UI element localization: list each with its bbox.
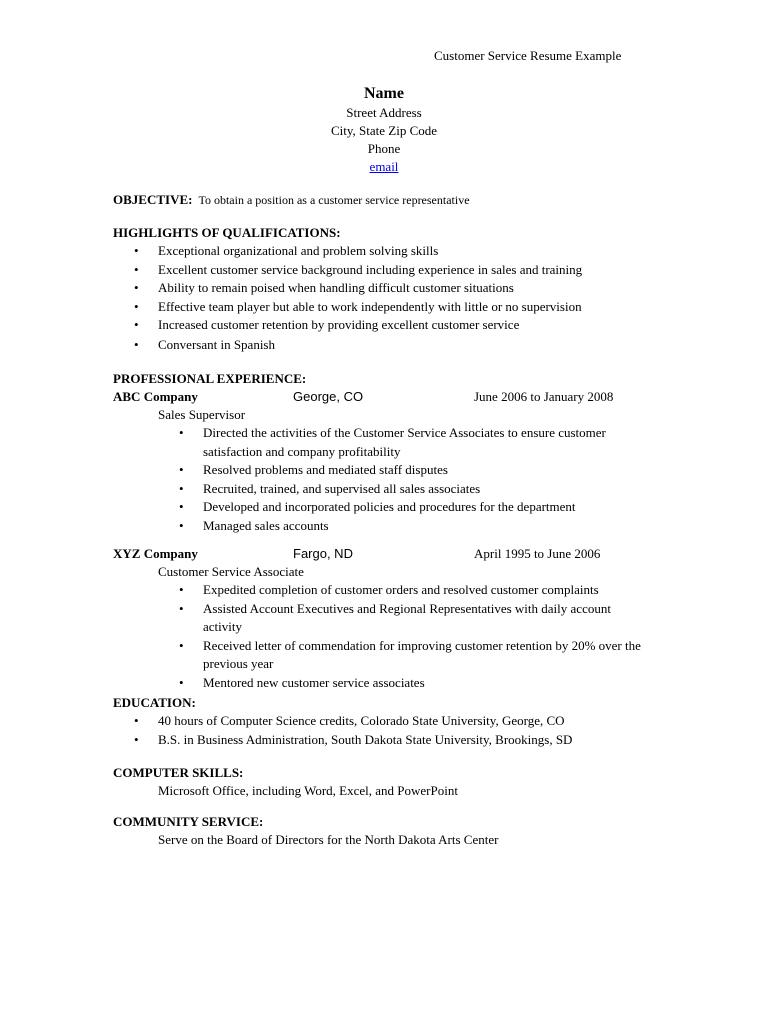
job-entry	[113, 545, 673, 692]
job-location: George, CO	[293, 389, 364, 404]
education-section	[113, 694, 673, 749]
list-item: • Managed sales accounts	[113, 517, 651, 536]
list-item: • Assisted Account Executives and Regional Representatives with daily account activity	[113, 600, 651, 637]
list-item: • Excellent customer service background including experience in sales and training	[113, 261, 673, 280]
list-item: • Recruited, trained, and supervised all sales associates	[113, 480, 651, 499]
contact-block	[0, 84, 768, 176]
objective-section	[113, 191, 673, 209]
list-item: • B.S. in Business Administration, South Dakota State University, Brookings, SD	[113, 731, 673, 750]
street-address: Street Address	[346, 105, 422, 120]
community-service-text: Serve on the Board of Directors for the North Dakota Arts Center	[158, 832, 499, 847]
job-header	[113, 388, 673, 406]
highlights-list	[113, 242, 673, 354]
computer-skills-section	[113, 764, 673, 800]
job-duties	[113, 581, 673, 692]
candidate-name: Name	[364, 85, 404, 102]
job-dates: June 2006 to January 2008	[474, 389, 614, 404]
job-location: Fargo, ND	[293, 546, 353, 561]
list-item: • Developed and incorporated policies and procedures for the department	[113, 498, 651, 517]
computer-skills-title: COMPUTER SKILLS:	[113, 765, 244, 780]
community-service-section	[113, 813, 673, 849]
community-service-title: COMMUNITY SERVICE:	[113, 814, 264, 829]
document-header-note: Customer Service Resume Example	[434, 48, 622, 63]
education-title: EDUCATION:	[113, 695, 196, 710]
job-duties	[113, 424, 673, 535]
objective-title: OBJECTIVE:	[113, 192, 193, 207]
list-item: • Effective team player but able to work independently with little or no supervision	[113, 298, 673, 317]
company-name: XYZ Company	[113, 546, 198, 561]
job-entry	[113, 388, 673, 535]
job-role: Sales Supervisor	[158, 407, 246, 422]
education-list	[113, 712, 673, 749]
list-item: • Ability to remain poised when handling difficult customer situations	[113, 279, 673, 298]
job-role: Customer Service Associate	[158, 564, 304, 579]
list-item: • Increased customer retention by providing excellent customer service	[113, 316, 673, 335]
list-item: • Conversant in Spanish	[113, 336, 673, 355]
city-state-zip: City, State Zip Code	[330, 123, 438, 138]
list-item: • Expedited completion of customer orders and resolved customer complaints	[113, 581, 651, 600]
list-item: • Mentored new customer service associates	[113, 674, 651, 693]
highlights-section	[113, 224, 673, 354]
objective-text: To obtain a position as a customer service representative	[198, 193, 470, 207]
company-name: ABC Company	[113, 389, 198, 404]
list-item: • Directed the activities of the Customer Service Associates to ensure customer satisfaction and company profitability	[113, 424, 651, 461]
list-item: • Exceptional organizational and problem solving skills	[113, 242, 673, 261]
list-item: • 40 hours of Computer Science credits, Colorado State University, George, CO	[113, 712, 673, 731]
computer-skills-text: Microsoft Office, including Word, Excel, and PowerPoint	[158, 783, 458, 798]
job-header	[113, 545, 673, 563]
list-item: • Resolved problems and mediated staff disputes	[113, 461, 651, 480]
email-link[interactable]: email	[369, 159, 399, 174]
list-item: • Received letter of commendation for improving customer retention by 20% over the previous year	[113, 637, 651, 674]
phone: Phone	[367, 141, 401, 156]
experience-title: PROFESSIONAL EXPERIENCE:	[113, 371, 307, 386]
experience-section	[113, 370, 673, 692]
highlights-title: HIGHLIGHTS OF QUALIFICATIONS:	[113, 225, 341, 240]
job-dates: April 1995 to June 2006	[474, 546, 601, 561]
